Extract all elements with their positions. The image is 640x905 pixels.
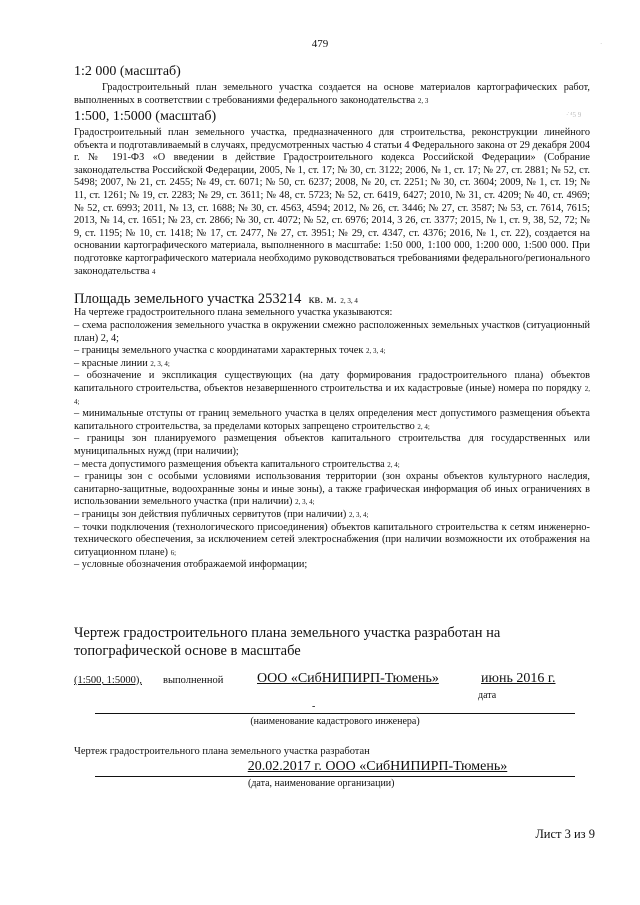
- scan-artifact: ·̇ ⁴5 9: [566, 111, 582, 119]
- engineer-caption: (наименование кадастрового инженера): [250, 716, 420, 727]
- developed-value-text: 20.02.2017 г. ООО «СибНИПИРП-Тюмень»: [247, 759, 508, 774]
- developed-value: [0, 759, 640, 775]
- list-item-text: – схема расположения земельного участка в окружении смежно расположенных земельных участков (ситуационный план) 2, 4;: [74, 320, 590, 344]
- list-item-text: – границы земельного участка с координатами характерных точек: [74, 345, 364, 357]
- list-item-text: – границы зон планируемого размещения объектов капитального строительства для государственных или муниципальных нужд (при наличии);: [74, 433, 590, 457]
- scan-artifact: ·: [600, 40, 603, 48]
- topo-line-1: Чертеж градостроительного плана земельного участка разработан на: [74, 625, 501, 641]
- org-name: ООО «СибНИПИРП-Тюмень»: [257, 671, 439, 686]
- list-item-refs: 2, 4;: [417, 422, 430, 431]
- list-item-text: – границы зон с особыми условиями использования территории (зон охраны объектов культурного наследия, санитарно-защитные, водоохранные зоны и иные зоны), а также графическая информация об иных ограничениях в использовании земельного участка (при наличии): [74, 471, 590, 508]
- list-item: [74, 408, 590, 433]
- list-item-refs: 2, 3, 4;: [365, 347, 386, 356]
- list-item-text: – минимальные отступы от границ земельного участка в целях определения мест допустимого размещения объекта капитального строительства, за пределами которых запрещено строительство: [74, 408, 590, 432]
- list-intro: На чертеже градостроительного плана земельного участка указываются:: [74, 307, 393, 318]
- sheet-number: Лист 3 из 9: [535, 827, 595, 841]
- list-item-refs: 2, 4;: [74, 384, 591, 406]
- developed-label: Чертеж градостроительного плана земельного участка разработан: [74, 746, 370, 757]
- paragraph-1: [74, 82, 590, 107]
- paragraph-1-refs: 2, 3: [417, 96, 429, 105]
- list-item: [74, 522, 590, 560]
- list-item-text: – красные линии: [74, 357, 148, 369]
- list-item-refs: 2, 3, 4;: [150, 359, 170, 368]
- list-item-refs: 2, 3, 4;: [295, 498, 315, 507]
- engineer-line: [95, 713, 575, 714]
- scale-heading-2: 1:500, 1:5000 (масштаб): [74, 109, 217, 124]
- developed-line: [95, 776, 575, 777]
- scale-heading-1: 1:2 000 (масштаб): [74, 64, 181, 79]
- list-item: [74, 358, 590, 371]
- list-item: [74, 320, 590, 345]
- dash-mark: -: [312, 701, 316, 712]
- developed-caption: (дата, наименование организации): [248, 778, 395, 789]
- page-number: 479: [311, 38, 329, 50]
- list-item-text: – точки подключения (технологического присоединения) объектов капитального строительства к сетям инженерно-технического обеспечения, за исключением сетей электроснабжения (при наличии возможности их отображения на ситуационном плане): [74, 521, 590, 558]
- list-item: [74, 509, 590, 522]
- list-item-refs: 2, 4;: [387, 460, 400, 469]
- list-item-text: – условные обозначения отображаемой информации;: [74, 559, 308, 571]
- area-refs: 2, 3, 4: [340, 297, 358, 305]
- date-filled: июнь 2016 г.: [481, 671, 556, 686]
- list-item: [74, 345, 590, 358]
- list-item-refs: 6;: [170, 548, 177, 557]
- topo-line-2: топографической основе в масштабе: [74, 643, 301, 659]
- area-title: Площадь земельного участка 253214: [74, 291, 302, 307]
- paragraph-2: [74, 127, 590, 278]
- list-item-text: – места допустимого размещения объекта капитального строительства: [74, 458, 385, 470]
- list-item-text: – обозначение и экспликация существующих (на дату формирования градостроительного плана) объектов капитального строительства, объектов незавершенного строительства и их кадастровые (иные) номера по порядку: [74, 370, 590, 394]
- area-unit: кв. м.: [308, 292, 337, 306]
- date-caption: дата: [478, 690, 497, 701]
- scale-filled: (1:500, 1:5000),: [74, 675, 142, 686]
- requirements-list: [74, 320, 590, 572]
- list-item-refs: 2, 3, 4;: [348, 510, 369, 519]
- list-item-text: – границы зон действия публичных сервитутов (при наличии): [74, 508, 347, 520]
- list-item: [74, 433, 590, 458]
- executed-label: выполненной: [163, 675, 224, 686]
- list-item: [74, 370, 590, 408]
- list-item: [74, 459, 590, 472]
- paragraph-2-refs: 4: [152, 267, 156, 276]
- paragraph-2-text: Градостроительный план земельного участка, предназначенного для строительства, реконструкции линейного объекта и подготавливаемый в случаях, предусмотренных частью 4 статьи 4 Федерального закона от 29 декабря 2004 г. № 191-ФЗ «О введении в действие Градостроительного кодекса Российской Федерации» (Собрание законодательства Российской Федерации, 2005, № 1, ст. 17; № 30, ст. 3122; 2006, № 1, ст. 17; № 27, ст. 2881; № 52, ст. 5498; 2007, № 21, ст. 2455; № 49, ст. 6071; № 50, ст. 6237; 2008, № 20, ст. 2251; № 30, ст. 3604; 2009, № 1, ст. 19; № 11, ст. 1261; № 19, ст. 2283; № 29, ст. 3611; № 48, ст. 5723; № 52, ст. 6419, 6427; 2010, № 31, ст. 4209; № 40, ст. 4969; № 52, ст. 6993; 2011, № 13, ст. 1688; № 30, ст. 4563, 4594; 2012, № 26, ст. 3446; № 27, ст. 3587; № 53, ст. 7614, 7615; 2013, № 14, ст. 1651; № 23, ст. 2866; № 30, ст. 4072; № 52, ст. 6976; 2014, 3 26, ст. 3377; 2015, № 1, ст. 9, 38, 52, 72; № 9, ст. 1195; № 10, ст. 1418; № 17, ст. 2477, № 27, ст. 3951; № 29, ст. 4347, ст. 4376; 2016, № 1, ст. 22), создается на основании картографического материала, выполненного в масштабе: 1:50 000, 1:100 000, 1:200 000, 1:500 000. При подготовке картографического материала необходимо руководствоваться требованиями федерального/регионального законодательства: [74, 127, 590, 277]
- paragraph-1-text: Градостроительный план земельного участка создается на основе материалов картографических работ, выполненных в соответствии с требованиями федерального законодательства: [74, 82, 590, 106]
- list-item: [74, 559, 590, 572]
- list-item: [74, 471, 590, 509]
